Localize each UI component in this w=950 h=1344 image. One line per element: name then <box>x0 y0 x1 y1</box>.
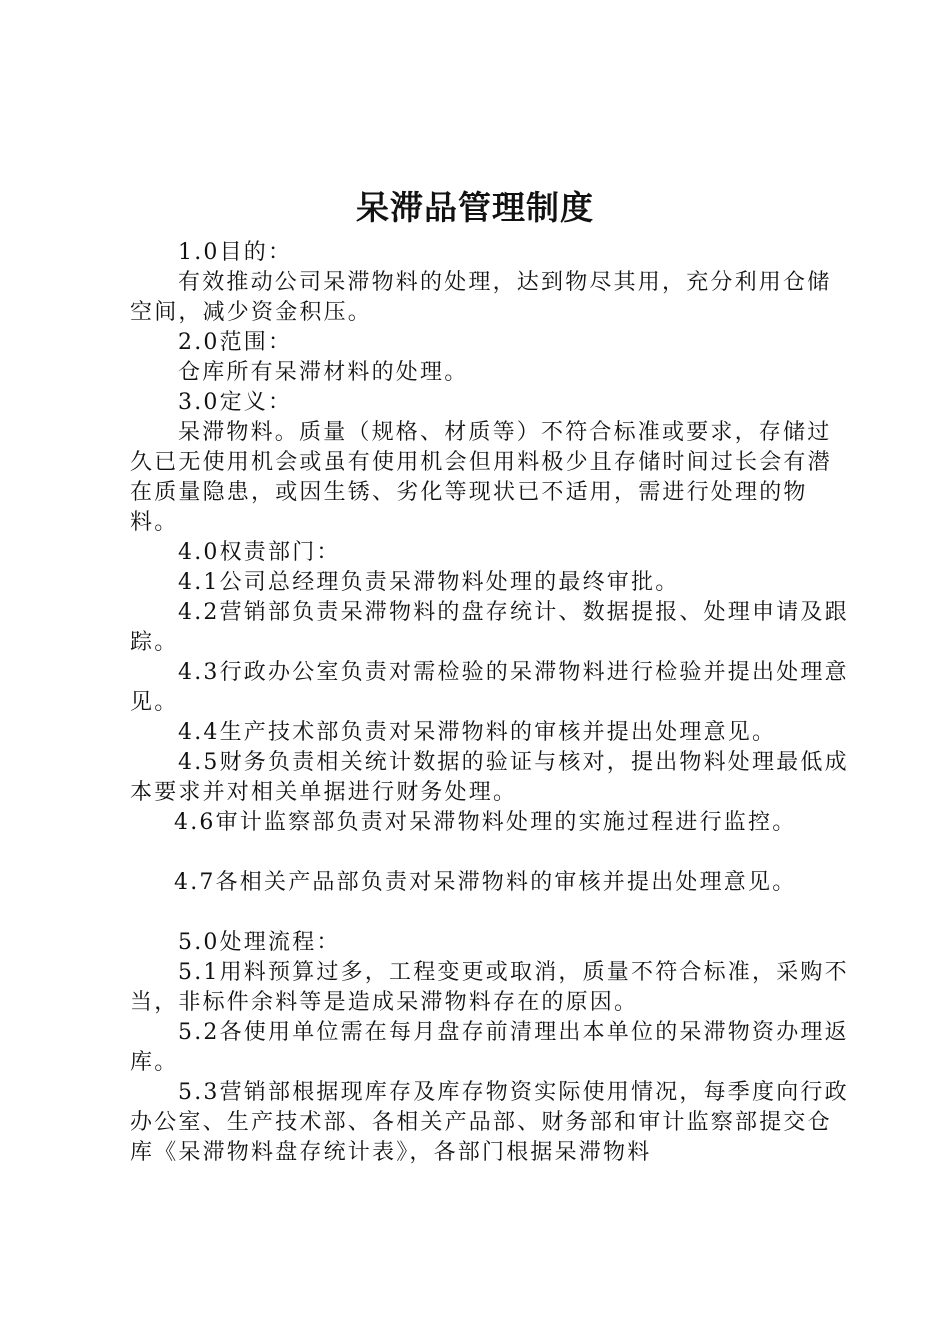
paragraph-5-2: 5.2各使用单位需在每月盘存前清理出本单位的呆滞物资办理返库。 <box>130 1020 849 1075</box>
paragraph-4-1: 4.1公司总经理负责呆滞物料处理的最终审批。 <box>178 570 680 595</box>
section-heading-process: 5.0处理流程： <box>178 930 341 955</box>
paragraph-5-3: 5.3营销部根据现库存及库存物资实际使用情况，每季度向行政办公室、生产技术部、各相关产品部、财务部和审计监察部提交仓库《呆滞物料盘存统计表》，各部门根据呆滞物料 <box>130 1080 849 1165</box>
paragraph-4-2: 4.2营销部负责呆滞物料的盘存统计、数据提报、处理申请及跟踪。 <box>130 600 849 655</box>
paragraph-purpose: 有效推动公司呆滞物料的处理，达到物尽其用，充分利用仓储空间，减少资金积压。 <box>130 270 832 325</box>
paragraph-4-5: 4.5财务负责相关统计数据的验证与核对，提出物料处理最低成本要求并对相关单据进行财务处理。 <box>130 750 849 805</box>
section-heading-responsibilities: 4.0权责部门： <box>178 540 341 565</box>
section-heading-scope: 2.0范围： <box>178 330 293 355</box>
paragraph-5-1: 5.1用料预算过多，工程变更或取消，质量不符合标准，采购不当，非标件余料等是造成呆滞物料存在的原因。 <box>130 960 849 1015</box>
section-heading-purpose: 1.0目的： <box>178 240 293 265</box>
paragraph-definition: 呆滞物料。质量（规格、材质等）不符合标准或要求，存储过久已无使用机会或虽有使用机会但用料极少且存储时间过长会有潜在质量隐患，或因生锈、劣化等现状已不适用，需进行处理的物料。 <box>130 420 832 535</box>
paragraph-4-4: 4.4生产技术部负责对呆滞物料的审核并提出处理意见。 <box>178 720 777 745</box>
document-title: 呆滞品管理制度 <box>356 188 594 227</box>
paragraph-4-3: 4.3行政办公室负责对需检验的呆滞物料进行检验并提出处理意见。 <box>130 660 849 715</box>
document-body <box>130 238 850 1168</box>
paragraph-4-7: 4.7各相关产品部负责对呆滞物料的审核并提出处理意见。 <box>174 870 797 895</box>
paragraph-4-6: 4.6审计监察部负责对呆滞物料处理的实施过程进行监控。 <box>174 810 797 835</box>
section-heading-definition: 3.0定义： <box>178 390 293 415</box>
paragraph-scope: 仓库所有呆滞材料的处理。 <box>178 360 469 385</box>
